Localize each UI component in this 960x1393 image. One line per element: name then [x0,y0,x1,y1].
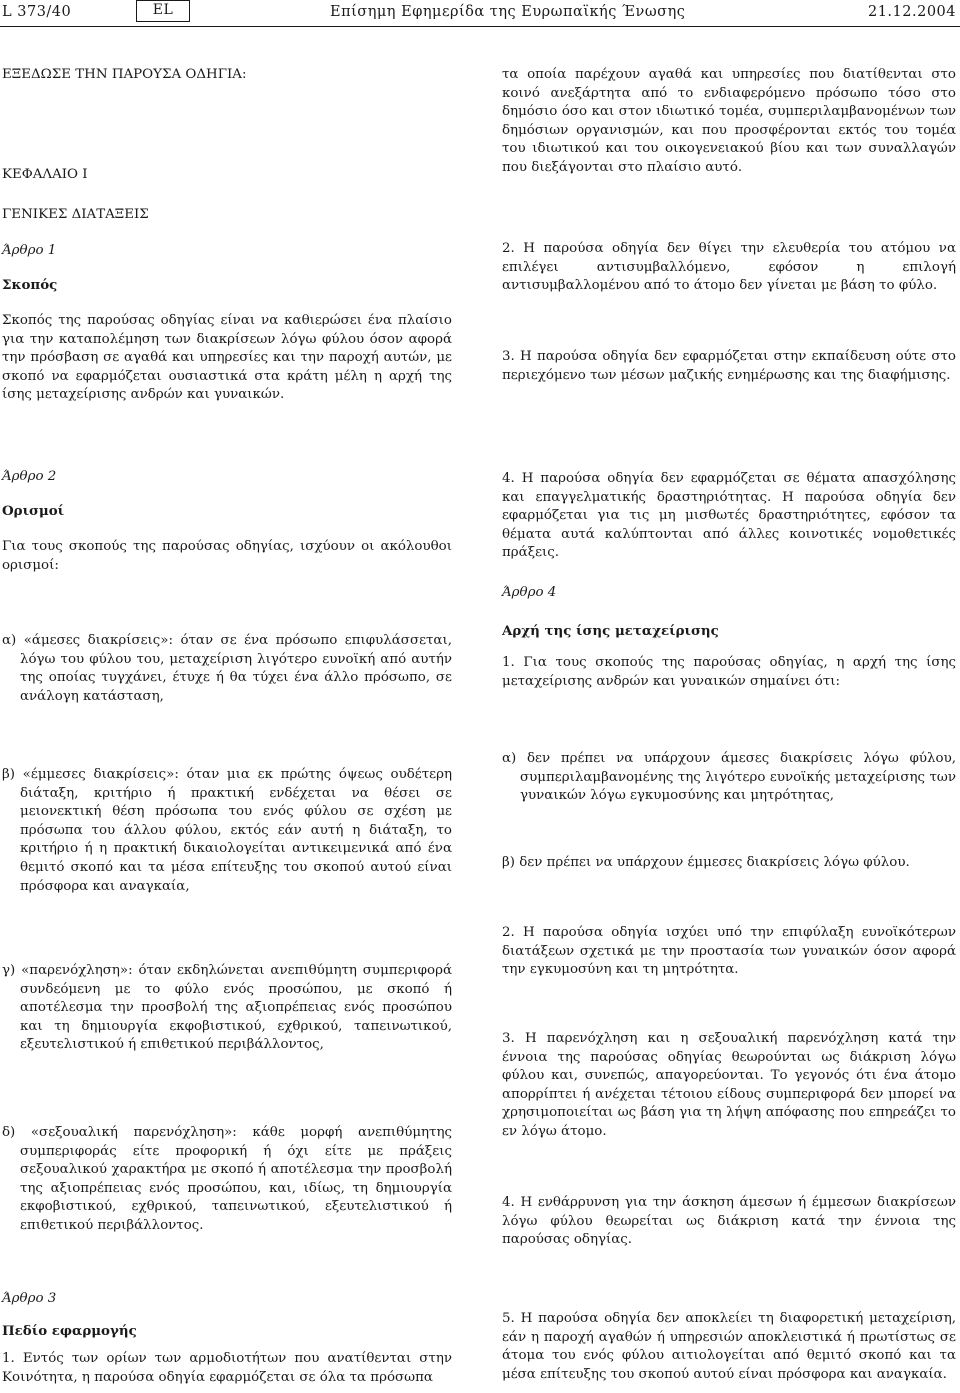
article-4-point-a-text: α) δεν πρέπει να υπάρχουν άμεσες διακρίσεις λόγω φύλου, συμπεριλαμβανομένης της λιγότερο ευνοϊκής μεταχείρισης των γυναικών λόγω εγκυμοσύνης και μητρότητας, [502,751,956,804]
article-3-title [2,1322,452,1341]
article-4-paragraph-4 [502,1194,956,1250]
article-3-title-text: Πεδίο εφαρμογής [2,1323,137,1339]
adoption-formula [2,66,452,85]
definition-c [2,962,452,1055]
article-3-paragraph-1 [2,1350,452,1387]
article-3-paragraph-2 [502,240,956,296]
article-3-number [2,1290,452,1309]
article-4-p1-text: 1. Για τους σκοπούς της παρούσας οδηγίας, η αρχή της ίσης μεταχείρισης ανδρών και γυναικών σημαίνει ότι: [502,655,956,689]
article-4-p3-text: 3. Η παρενόχληση και η σεξουαλική παρενόχληση κατά την έννοια της παρούσας οδηγίας θεωρούνται ως διάκριση λόγω φύλου και, συνεπώς, απαγορεύονται. Το γεγονός ότι ένα άτομο απορρίπτει ή ανέχεται τέτοιου είδους συμπεριφορά δεν μπορεί να χρησιμοποιείται ως βάση για τη λήψη απόφασης που επηρεάζει το εν λόγω άτομο. [502,1031,956,1139]
language-code-box: EL [136,0,190,22]
page-reference: L 373/40 [2,4,72,20]
article-1-title-text: Σκοπός [2,277,58,293]
article-1-title [2,276,452,295]
article-3-num-text: Άρθρο 3 [2,1291,57,1306]
article-4-title-text: Αρχή της ίσης μεταχείρισης [502,623,719,639]
article-2-intro-text: Για τους σκοπούς της παρούσας οδηγίας, ισχύουν οι ακόλουθοι ορισμοί: [2,539,452,573]
adoption-text: ΕΞΕΔΩΣΕ ΤΗΝ ΠΑΡΟΥΣΑ ΟΔΗΓΙΑ: [2,67,247,82]
definition-b-text: β) «έμμεσες διακρίσεις»: όταν μια εκ πρώτης όψεως ουδέτερη διάταξη, κριτήριο ή πρακτική ενδέχεται να θέσει σε μειονεκτική θέση πρόσωπα του ενός φύλου σε σχέση με πρόσωπα του άλλου φύλου, εκτός εάν αυτή η διάταξη, το κριτήριο ή η πρακτική δικαιολογείται αντικειμενικά από ένα θεμιτό σκοπό και τα μέσα επίτευξης του σκοπού αυτού είναι πρόσφορα και αναγκαία, [2,767,452,894]
definition-c-text: γ) «παρενόχληση»: όταν εκδηλώνεται ανεπιθύμητη συμπεριφορά συνδεόμενη με το φύλο ενός προσώπου, με σκοπό ή αποτέλεσμα την προσβολή της αξιοπρέπειας ενός προσώπου και τη δημιουργία εκφοβιστικού, εχθρικού, ταπεινωτικού, εξευτελιστικού ή επιθετικού περιβάλλοντος, [2,963,452,1053]
article-1-num-text: Άρθρο 1 [2,243,57,258]
header-rule [0,26,960,27]
article-2-title [2,502,452,521]
article-3-p3-text: 3. Η παρούσα οδηγία δεν εφαρμόζεται στην εκπαίδευση ούτε στο περιεχόμενο των μέσων μαζικής ενημέρωσης και της διαφήμισης. [502,349,956,383]
article-3-paragraph-4 [502,470,956,563]
definition-b [2,766,452,896]
article-2-title-text: Ορισμοί [2,503,65,519]
article-1-text: Σκοπός της παρούσας οδηγίας είναι να καθιερώσει ένα πλαίσιο για την καταπολέμηση των διακρίσεων λόγω φύλου όσον αφορά την πρόσβαση σε αγαθά και υπηρεσίες και την παροχή αυτών, με σκοπό να εφαρμόζεται ουσιαστικά στα κράτη μέλη η αρχή της ίσης μεταχείρισης ανδρών και γυναικών. [2,313,452,403]
chapter-title-text: ΓΕΝΙΚΕΣ ΔΙΑΤΑΞΕΙΣ [2,207,149,222]
article-3-cont-text: τα οποία παρέχουν αγαθά και υπηρεσίες που διατίθενται στο κοινό ανεξάρτητα από το ενδιαφερόμενο πρόσωπο τόσο στο δημόσιο όσο και στον ιδιωτικό τομέα, συμπεριλαμβανομένων των δημόσιων οργανισμών, και που προσφέρονται εκτός του τομέα του ιδιωτικού και του οικογενειακού βίου και των συναλλαγών που διεξάγονται στο πλαίσιο αυτό. [502,67,956,175]
article-3-p4-text: 4. Η παρούσα οδηγία δεν εφαρμόζεται σε θέματα απασχόλησης και επαγγελματικής δραστηριότητας. Η παρούσα οδηγία δεν εφαρμόζεται για τις μη μισθωτές δραστηριότητες, εφόσον τα θέματα αυτά καλύπτονται από άλλες κοινοτικές νομοθετικές πράξεις. [502,471,956,561]
page-header [0,0,960,24]
article-3-p1-text: 1. Εντός των ορίων των αρμοδιοτήτων που ανατίθενται στην Κοινότητα, η παρούσα οδηγία εφαρμόζεται σε όλα τα πρόσωπα [2,1351,452,1385]
article-4-number [502,584,956,603]
article-1-paragraph [2,312,452,405]
article-2-num-text: Άρθρο 2 [2,469,57,484]
publication-date: 21.12.2004 [867,4,956,20]
article-4-paragraph-3 [502,1030,956,1142]
definition-a-text: α) «άμεσες διακρίσεις»: όταν σε ένα πρόσωπο επιφυλάσσεται, λόγω του φύλου του, μεταχείριση λιγότερο ευνοϊκή από αυτήν της οποίας τυγχάνει, έτυχε ή θα τύχει ένα άλλο πρόσωπο, σε ανάλογη κατάσταση, [2,633,452,704]
article-4-paragraph-1 [502,654,956,691]
journal-title: Επίσημη Εφημερίδα της Ευρωπαϊκής Ένωσης [330,4,686,20]
article-4-point-b-text: β) δεν πρέπει να υπάρχουν έμμεσες διακρίσεις λόγω φύλου. [502,855,910,870]
chapter-number: ΚΕΦΑΛΑΙΟ I [2,167,88,182]
article-3-continuation [502,66,956,178]
article-4-point-b [502,854,956,873]
article-4-title [502,622,956,641]
article-2-number [2,468,452,487]
article-4-p2-text: 2. Η παρούσα οδηγία ισχύει υπό την επιφύλαξη ευνοϊκότερων διατάξεων σχετικά με την προστασία των γυναικών όσον αφορά την εγκυμοσύνη και τη μητρότητα. [502,925,956,978]
article-4-p5-text: 5. Η παρούσα οδηγία δεν αποκλείει τη διαφορετική μεταχείριση, εάν η παροχή αγαθών ή υπηρεσιών αποκλειστικά ή πρωτίστως σε άτομα του ενός φύλου αιτιολογείται από θεμιτό σκοπό και τα μέσα επίτευξης του σκοπού αυτού είναι πρόσφορα και αναγκαία. [502,1311,956,1382]
article-4-num-text: Άρθρο 4 [502,585,557,600]
chapter-heading [2,166,452,185]
chapter-title [2,206,452,225]
definition-d [2,1124,452,1236]
article-1-number [2,242,452,261]
article-4-paragraph-2 [502,924,956,980]
definition-a [2,632,452,706]
article-4-point-a [502,750,956,806]
article-3-paragraph-3 [502,348,956,385]
article-3-p2-text: 2. Η παρούσα οδηγία δεν θίγει την ελευθερία του ατόμου να επιλέγει αντισυμβαλλόμενο, εφόσον η επιλογή αντισυμβαλλομένου από το άτομο δεν γίνεται με βάση το φύλο. [502,241,956,294]
definition-d-text: δ) «σεξουαλική παρενόχληση»: κάθε μορφή ανεπιθύμητης συμπεριφοράς είτε προφορική ή όχι είτε με πράξεις σεξουαλικού χαρακτήρα με σκοπό ή αποτέλεσμα την προσβολή της αξιοπρέπειας ενός προσώπου, και, ιδίως, τη δημιουργία εκφοβιστικού, εχθρικού, ταπεινωτικού, εξευτελιστικού ή επιθετικού περιβάλλοντος. [2,1125,452,1233]
article-4-p4-text: 4. Η ενθάρρυνση για την άσκηση άμεσων ή έμμεσων διακρίσεων λόγω φύλου θεωρείται ως διάκριση κατά την έννοια της παρούσας οδηγίας. [502,1195,956,1248]
article-2-intro [2,538,452,575]
article-4-paragraph-5 [502,1310,956,1384]
